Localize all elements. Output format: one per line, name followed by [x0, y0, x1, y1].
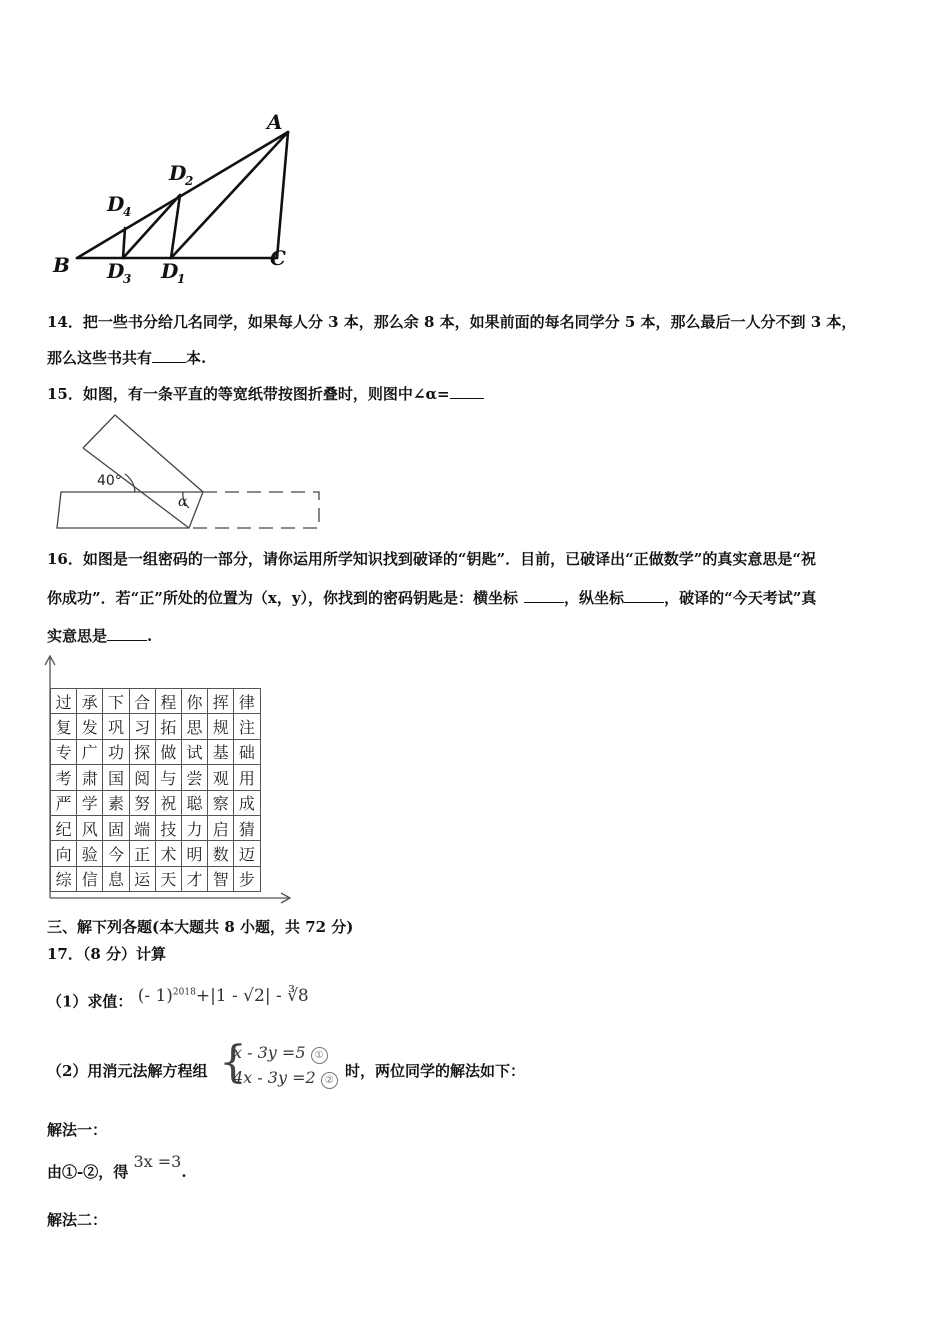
label-C: C	[270, 246, 286, 270]
section3-heading: 三、解下列各题(本大题共 8 小题，共 72 分)	[47, 918, 354, 936]
grid-cell: 迈	[234, 841, 260, 866]
q17-part1-rest: +|1 - √2| - ∛8	[195, 985, 309, 1006]
grid-cell: 才	[181, 866, 207, 891]
q16-line2-a: 你成功”．若“正”所处的位置为（x，y），你找到的密码钥匙是：横坐标	[47, 589, 519, 607]
grid-cell: 猜	[234, 815, 260, 840]
grid-row	[51, 765, 261, 790]
grid-cell: 规	[208, 714, 234, 739]
grid-row	[51, 739, 261, 764]
grid-cell: 素	[103, 790, 129, 815]
grid-cell: 肃	[77, 765, 103, 790]
grid-row	[51, 714, 261, 739]
method1-step-expr: 3x =3	[133, 1152, 182, 1171]
q14-line1: 14．把一些书分给几名同学，如果每人分 3 本，那么余 8 本，如果前面的每名同学分 5 本，那么最后一人分不到 3 本，	[47, 313, 857, 331]
grid-cell: 下	[103, 689, 129, 714]
paper-strip-figure	[55, 412, 325, 534]
grid-cell: 试	[181, 739, 207, 764]
grid-cell: 习	[129, 714, 155, 739]
segment-AC	[277, 132, 288, 258]
q16-line2-c: ，破译的“今天考试”真	[664, 589, 817, 607]
equation-1	[233, 1040, 338, 1065]
grid-cell: 祝	[155, 790, 181, 815]
grid-cell: 启	[208, 815, 234, 840]
grid-cell: 学	[77, 790, 103, 815]
grid-cell: 考	[51, 765, 77, 790]
grid-row	[51, 815, 261, 840]
q17-title: 17．（8 分）计算	[47, 945, 167, 963]
equation-1-mark: ①	[311, 1047, 328, 1064]
grid-cell: 运	[129, 866, 155, 891]
grid-cell: 纪	[51, 815, 77, 840]
segment-D4D3	[123, 228, 125, 258]
grid-cell: 验	[77, 841, 103, 866]
label-D4-sub: 4	[123, 205, 132, 219]
strip-tilted	[83, 415, 203, 528]
grid-cell: 思	[181, 714, 207, 739]
grid-cell: 端	[129, 815, 155, 840]
grid-cell: 观	[208, 765, 234, 790]
grid-cell: 广	[77, 739, 103, 764]
segment-AD1	[171, 132, 288, 258]
grid-cell: 专	[51, 739, 77, 764]
grid-row	[51, 866, 261, 891]
q17-part1-label: （1）求值：	[47, 992, 133, 1011]
grid-cell: 明	[181, 841, 207, 866]
grid-cell: 功	[103, 739, 129, 764]
q16-line2	[47, 588, 816, 608]
grid-cell: 聪	[181, 790, 207, 815]
grid-cell: 挥	[208, 689, 234, 714]
grid-cell: 承	[77, 689, 103, 714]
method1-step-pre: 由①-②，得	[47, 1163, 129, 1181]
grid-cell: 基	[208, 739, 234, 764]
q14-text-pre: 那么这些书共有	[47, 349, 153, 367]
grid-cell: 过	[51, 689, 77, 714]
q17-part2-label: （2）用消元法解方程组	[47, 1062, 208, 1080]
method1-step	[47, 1152, 187, 1182]
q15-question: 15．如图，有一条平直的等宽纸带按图折叠时，则图中∠α=	[47, 385, 450, 403]
label-D2: D	[169, 161, 187, 185]
q17-part1-base: (- 1)	[137, 985, 173, 1006]
grid-row	[51, 841, 261, 866]
method1-step-post: .	[181, 1163, 187, 1181]
grid-cell: 努	[129, 790, 155, 815]
label-D3: D	[107, 259, 125, 283]
q16-blank-x[interactable]	[524, 588, 564, 603]
q16-line3-post: .	[147, 627, 153, 645]
grid-cell: 复	[51, 714, 77, 739]
grid-cell: 向	[51, 841, 77, 866]
q16-line2-b: ，纵坐标	[564, 589, 625, 607]
grid-cell: 与	[155, 765, 181, 790]
q14-line2	[47, 348, 206, 368]
equation-2	[233, 1065, 338, 1090]
grid-cell: 技	[155, 815, 181, 840]
q14-text-post: 本.	[186, 349, 207, 367]
q16-blank-y[interactable]	[624, 588, 664, 603]
grid-cell: 用	[234, 765, 260, 790]
grid-cell: 息	[103, 866, 129, 891]
grid-cell: 合	[129, 689, 155, 714]
grid-cell: 做	[155, 739, 181, 764]
q15-text	[47, 384, 484, 404]
grid-cell: 数	[208, 841, 234, 866]
grid-cell: 今	[103, 841, 129, 866]
label-D1: D	[161, 259, 179, 283]
label-A: A	[267, 110, 283, 134]
label-D4: D	[107, 192, 125, 216]
q17-part2-post: 时，两位同学的解法如下：	[345, 1062, 526, 1080]
grid-cell: 巩	[103, 714, 129, 739]
q16-line1: 16．如图是一组密码的一部分，请你运用所学知识找到破译的“钥匙”．目前，已破译出“正做数学”的真实意思是“祝	[47, 550, 817, 568]
grid-cell: 探	[129, 739, 155, 764]
grid-cell: 国	[103, 765, 129, 790]
q17-part1-exponent: 2018	[172, 987, 196, 997]
label-D1-sub: 1	[177, 272, 186, 286]
q14-answer-blank[interactable]	[152, 348, 186, 363]
grid-cell: 术	[155, 841, 181, 866]
triangle-figure	[45, 105, 305, 290]
q16-blank-meaning[interactable]	[107, 626, 147, 641]
grid-cell: 拓	[155, 714, 181, 739]
grid-cell: 阅	[129, 765, 155, 790]
angle-40-label: 40°	[97, 473, 122, 489]
grid-cell: 察	[208, 790, 234, 815]
grid-cell: 尝	[181, 765, 207, 790]
grid-cell: 你	[181, 689, 207, 714]
grid-cell: 固	[103, 815, 129, 840]
q16-line3-pre: 实意思是	[47, 627, 108, 645]
strip-dashed	[189, 492, 319, 528]
grid-row	[51, 689, 261, 714]
equation-2-text: 4x - 3y =2	[233, 1068, 316, 1087]
q15-answer-blank[interactable]	[450, 384, 484, 399]
grid-cell: 力	[181, 815, 207, 840]
cipher-grid	[50, 688, 261, 892]
grid-cell: 天	[155, 866, 181, 891]
grid-cell: 严	[51, 790, 77, 815]
grid-cell: 正	[129, 841, 155, 866]
q16-line3	[47, 626, 152, 646]
grid-cell: 步	[234, 866, 260, 891]
grid-cell: 成	[234, 790, 260, 815]
method2-heading: 解法二：	[47, 1211, 108, 1229]
grid-cell: 础	[234, 739, 260, 764]
grid-cell: 信	[77, 866, 103, 891]
grid-cell: 程	[155, 689, 181, 714]
grid-cell: 综	[51, 866, 77, 891]
grid-cell: 智	[208, 866, 234, 891]
equation-1-text: x - 3y =5	[233, 1043, 306, 1062]
q17-part2	[47, 1037, 647, 1094]
label-B: B	[53, 253, 70, 277]
q17-part1-expr	[138, 986, 309, 1006]
grid-cell: 注	[234, 714, 260, 739]
system-equations	[233, 1040, 338, 1090]
system-brace: {	[219, 1037, 247, 1088]
label-D3-sub: 3	[123, 272, 132, 286]
angle-alpha-label: α	[178, 494, 188, 510]
grid-cell: 风	[77, 815, 103, 840]
grid-row	[51, 790, 261, 815]
q17-part1	[47, 985, 309, 1012]
grid-cell: 发	[77, 714, 103, 739]
method1-heading: 解法一：	[47, 1121, 108, 1139]
grid-cell: 律	[234, 689, 260, 714]
label-D2-sub: 2	[185, 174, 194, 188]
equation-2-mark: ②	[321, 1072, 338, 1089]
